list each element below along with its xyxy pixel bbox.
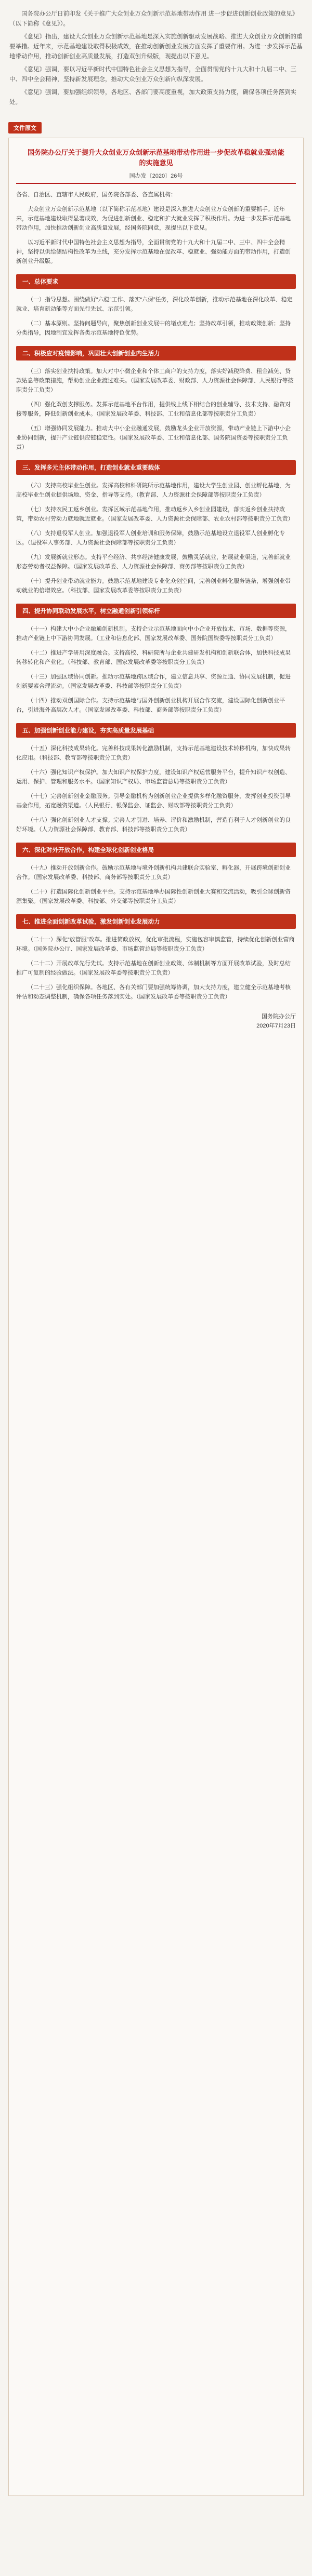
section-item: （十五）深化科技成果转化。完善科技成果转化激励机制，支持示范基地建设技术转移机构，加快成果转化应用。（科技部、教育部等按职责分工负责） — [16, 745, 291, 761]
section-item: （十二）推进产学研用深度融合。支持高校、科研院所与企业共建研发机构和创新联合体，加快科技成果转移转化和产业化。（科技部、教育部、国家发展改革委等按职责分工负责） — [16, 650, 291, 665]
red-divider — [16, 183, 296, 184]
section-item: （十六）强化知识产权保护。加大知识产权保护力度，建设知识产权运营服务平台，提升知识产权创造、运用、保护、管理和服务水平。（国家知识产权局、市场监管总局等按职责分工负责） — [16, 769, 291, 785]
intro-paragraph: 《意见》强调，要加强组织领导，各地区、各部门要高度重视，加大政策支持力度，确保各项任务落到实处。 — [9, 89, 296, 105]
document-title: 国务院办公厅关于提升大众创业万众创新示范基地带动作用进一步促改革稳就业强动能的实施意见 — [27, 149, 284, 167]
section-heading: 四、提升协同联动发展水平，树立融通创新引领标杆 — [16, 604, 296, 618]
section-item: （十）提升创业带动就业能力。鼓励示范基地建设专业化众创空间，完善创业孵化服务链条，增强创业带动就业的倍增效应。（科技部、国家发展改革委等按职责分工负责） — [16, 578, 291, 594]
section-item: （二十一）深化“放管服”改革。推进简政放权，优化审批流程，实施包容审慎监管，持续优化创新创业营商环境。（国务院办公厅、国家发展改革委、市场监管总局等按职责分工负责） — [16, 937, 295, 952]
document-number: 国办发〔2020〕26号 — [129, 173, 183, 179]
document-addressee: 各省、自治区、直辖市人民政府，国务院各部委、各直属机构： — [16, 192, 176, 198]
section-heading: 三、发挥多元主体带动作用，打造创业就业重要载体 — [16, 460, 296, 475]
section-item: （七）支持农民工返乡创业。发挥区域示范基地作用，推动返乡入乡创业园建设，落实返乡创业扶持政策，带动农村劳动力就地就近就业。（国家发展改革委、人力资源社会保障部、农业农村部等按职责分工负责） — [16, 506, 294, 522]
signing-date: 2020年7月23日 — [256, 1023, 296, 1029]
section-item: （十一）构建大中小企业融通创新机制。支持企业示范基地面向中小企业开放技术、市场、数据等资源，推动产业链上中下游协同发展。（工业和信息化部、国家发展改革委、国务院国资委等按职责分工负责） — [16, 626, 291, 642]
section-item: （四）强化双创支撑服务。发挥示范基地平台作用，提供线上线下相结合的创业辅导、技术支持、融资对接等服务，降低创新创业成本。（国家发展改革委、科技部、工业和信息化部等按职责分工负责） — [16, 402, 291, 417]
section-item: （十八）强化创新创业人才支撑。完善人才引进、培养、评价和激励机制，营造有利于人才创新创业的良好环境。（人力资源社会保障部、教育部、科技部等按职责分工负责） — [16, 817, 291, 833]
section-item: （一）指导思想。围绕做好“六稳”工作、落实“六保”任务，深化改革创新，推动示范基地在深化改革、稳定就业、培育新动能等方面先行先试、示范引领。 — [16, 297, 293, 312]
section-item: （十四）推动双创国际合作。支持示范基地与国外创新创业机构开展合作交流，建设国际化创新创业平台，引进海外高层次人才。（国家发展改革委、科技部、商务部等按职责分工负责） — [16, 698, 285, 713]
section-item: （十九）推动开放创新合作。鼓励示范基地与境外创新机构共建联合实验室、孵化器，开展跨境创新创业合作。（国家发展改革委、科技部、商务部等按职责分工负责） — [16, 865, 291, 880]
document-original-tag: 文件原文 — [8, 122, 42, 134]
document-sections — [16, 274, 296, 1002]
document-closing — [16, 1012, 296, 1031]
signing-authority: 国务院办公厅 — [262, 1013, 296, 1020]
document-guiding: 以习近平新时代中国特色社会主义思想为指导，全面贯彻党的十九大和十九届二中、三中、四中全会精神，坚持以供给侧结构性改革为主线，充分发挥示范基地在促改革、稳就业、强动能方面的带动作用，打造创新创业升级版。 — [16, 239, 291, 264]
section-item: （二十二）开展改革先行先试。支持示范基地在创新创业政策、体制机制等方面开展改革试验，及时总结推广可复制的经验做法。（国家发展改革委等按职责分工负责） — [16, 960, 291, 976]
section-item: （二十三）强化组织保障。各地区、各有关部门要加强统筹协调，加大支持力度，建立健全示范基地考核评估和动态调整机制，确保各项任务落到实处。（国家发展改革委等按职责分工负责） — [16, 984, 291, 1000]
section-item: （十三）加强区域协同创新。推动示范基地跨区域合作，建立信息共享、资源互通、协同发展机制，促进创新要素合理流动。（国家发展改革委、科技部等按职责分工负责） — [16, 674, 291, 689]
section-item: （三）落实创业扶持政策。加大对中小微企业和个体工商户的支持力度，落实好减税降费、租金减免、贷款贴息等政策措施，帮助创业企业渡过难关。（国家发展改革委、财政部、人力资源社会保障部、人民银行等按职责分工负责） — [16, 368, 294, 393]
section-item: （六）支持高校毕业生创业。发挥高校和科研院所示范基地作用，建设大学生创业园、创业孵化基地，为高校毕业生创业提供场地、资金、指导等支持。（教育部、人力资源社会保障部等按职责分工负责） — [16, 483, 291, 498]
section-item: （二十）打造国际化创新创业平台。支持示范基地举办国际性创新创业大赛和交流活动，吸引全球创新资源集聚。（国家发展改革委、科技部、外交部等按职责分工负责） — [16, 889, 291, 904]
intro-paragraph: 国务院办公厅日前印发《关于推广大众创业万众创新示范基地带动作用 进一步促进创新创业政策的意见》（以下简称《意见》）。 — [9, 11, 298, 27]
section-heading: 二、积极应对疫情影响，巩固壮大创新创业内生活力 — [16, 346, 296, 361]
section-item: （九）发展新就业形态。支持平台经济、共享经济健康发展，鼓励灵活就业，拓展就业渠道，完善新就业形态劳动者权益保障。（国家发展改革委、人力资源社会保障部、商务部等按职责分工负责） — [16, 554, 291, 570]
intro-paragraph: 《意见》强调，要以习近平新时代中国特色社会主义思想为指导，全面贯彻党的十九大和十九届二中、三中、四中全会精神，坚持新发展理念，推动大众创业万众创新向纵深发展。 — [9, 66, 296, 83]
intro-paragraph: 《意见》指出，建设大众创业万众创新示范基地是深入实施创新驱动发展战略、推进大众创业万众创新的重要举措。近年来，示范基地建设取得积极成效，在推动创新创业发展方面发挥了重要作用。为进一步发挥示范基地带动作用，推动创新创业高质量发展，打造双创升级版，现提出以下意见。 — [9, 34, 303, 60]
section-item: （二）基本原则。坚持问题导向，聚焦创新创业发展中的堵点难点；坚持改革引领，推动政策创新；坚持分类指导，因地制宜发挥各类示范基地特色优势。 — [16, 321, 291, 336]
article-intro — [0, 0, 312, 116]
document-body — [8, 138, 304, 2496]
section-item: （八）支持退役军人创业。加强退役军人创业培训和服务保障，鼓励示范基地设立退役军人创业孵化专区。（退役军人事务部、人力资源社会保障部等按职责分工负责） — [16, 530, 285, 546]
section-heading: 六、深化对外开放合作，构建全球化创新创业格局 — [16, 843, 296, 857]
section-heading: 一、总体要求 — [16, 274, 296, 289]
section-heading: 五、加强创新创业能力建设，夯实高质量发展基础 — [16, 723, 296, 738]
section-item: （五）增强协同发展能力。推动大中小企业融通发展，鼓励龙头企业开放资源，带动产业链上下游中小企业协同创新，提升产业链供应链稳定性。（国家发展改革委、工业和信息化部、国务院国资委等按职责分工负责） — [16, 425, 291, 450]
section-heading: 七、推进全面创新改革试验，激发创新创业发展动力 — [16, 914, 296, 929]
section-item: （十七）完善创新创业金融服务。引导金融机构为创新创业企业提供多样化融资服务，发挥创业投资引导基金作用，拓宽融资渠道。（人民银行、银保监会、证监会、财政部等按职责分工负责） — [16, 793, 291, 809]
document-opening: 大众创业万众创新示范基地（以下简称示范基地）建设是深入推进大众创业万众创新的重要抓手。近年来，示范基地建设取得显著成效，为促进创新创业、稳定和扩大就业发挥了积极作用。为进一步发挥示范基地带动作用，加快推动创新创业高质量发展，经国务院同意，现提出以下意见。 — [16, 206, 291, 231]
